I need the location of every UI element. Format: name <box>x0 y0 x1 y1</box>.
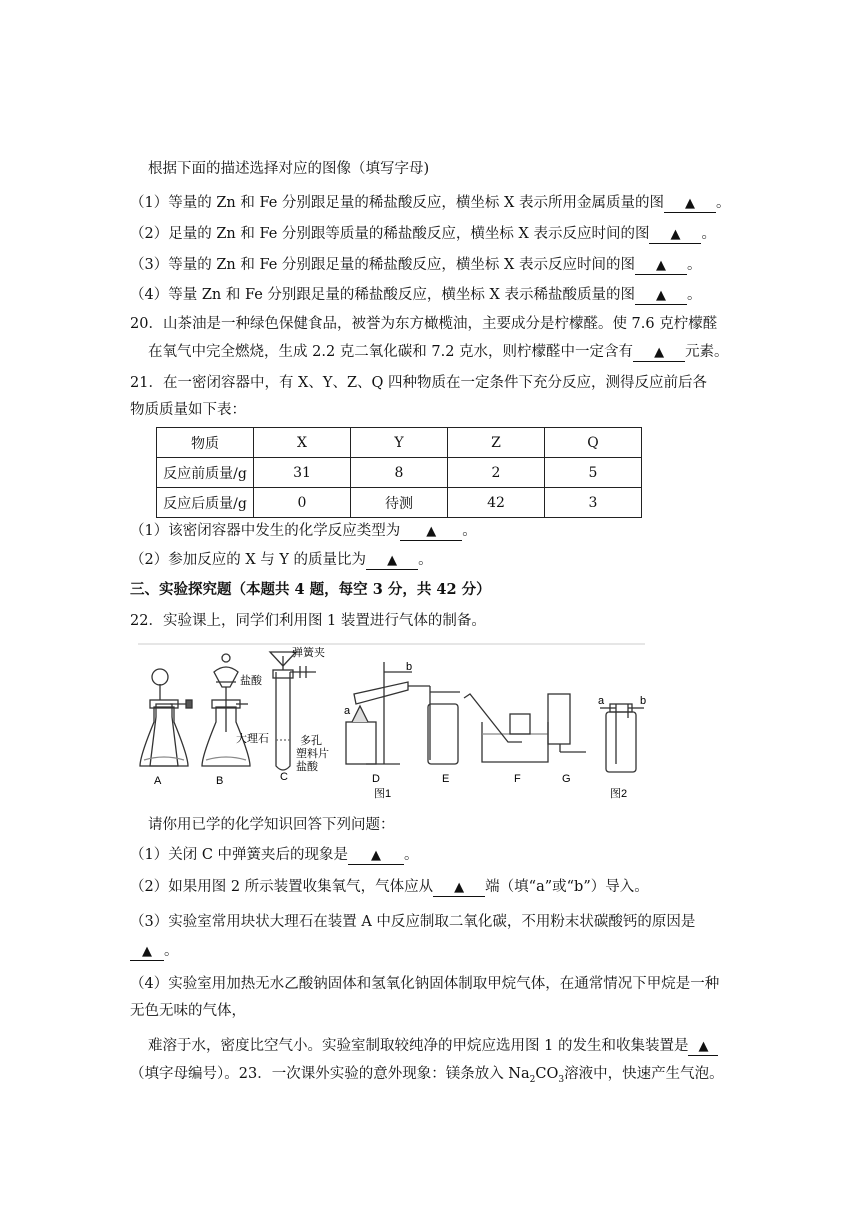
answer-blank[interactable]: ▲ <box>366 552 418 570</box>
q22-sub-4-line-3: 难溶于水，密度比空气小。实验室制取较纯净的甲烷应选用图 1 的发生和收集装置是 ▲ <box>148 1036 718 1056</box>
answer-blank[interactable]: ▲ <box>400 523 462 541</box>
answer-blank[interactable]: ▲ <box>635 287 687 305</box>
apparatus-g <box>548 694 586 752</box>
label-spring-clip: 弹簧夹 <box>292 647 325 659</box>
label-a: A <box>154 775 162 787</box>
table-cell: 8 <box>351 458 448 488</box>
q22-sub-3-line-2: ▲ 。 <box>130 941 179 961</box>
answer-blank[interactable]: ▲ <box>664 195 716 213</box>
label-marble: 大理石 <box>236 733 269 745</box>
table-cell: 2 <box>448 458 545 488</box>
mass-table <box>156 427 642 518</box>
table-cell: 待测 <box>351 488 448 518</box>
q22-sub-4-line-2: 无色无味的气体， <box>130 1003 246 1019</box>
label-c: C <box>280 771 288 783</box>
table-row <box>157 458 642 488</box>
apparatus-f <box>464 694 548 762</box>
label-a-small: a <box>344 705 351 717</box>
label-e: E <box>442 773 450 785</box>
answer-blank[interactable]: ▲ <box>635 257 687 275</box>
answer-blank[interactable]: ▲ <box>130 943 164 961</box>
label-fig2-b: b <box>640 695 647 707</box>
q19-item-3: （3）等量的 Zn 和 Fe 分别跟足量的稀盐酸反应，横坐标 X 表示反应时间的图 ▲ 。 <box>130 257 702 273</box>
label-b-small: b <box>406 661 413 673</box>
label-b: B <box>216 775 224 787</box>
q21-line-2: 物质质量如下表： <box>130 402 246 418</box>
table-header-cell: Q <box>545 428 642 458</box>
section-3-heading: 三、实验探究题（本题共 4 题，每空 3 分，共 42 分） <box>130 581 491 598</box>
q22-sub-4-line-1: （4）实验室用加热无水乙酸钠固体和氢氧化钠固体制取甲烷气体，在通常情况下甲烷是一种 <box>130 976 720 992</box>
figure-2-caption: 图2 <box>610 788 628 800</box>
q22-prompt: 请你用已学的化学知识回答下列问题： <box>148 817 395 833</box>
label-f: F <box>514 773 521 785</box>
q22-sub-1: （1）关闭 C 中弹簧夹后的现象是 ▲ 。 <box>130 847 419 863</box>
table-cell: 5 <box>545 458 642 488</box>
q19-item-2: （2）足量的 Zn 和 Fe 分别跟等质量的稀盐酸反应，横坐标 X 表示反应时间的图 ▲ 。 <box>130 226 716 242</box>
answer-blank[interactable]: ▲ <box>649 226 701 244</box>
label-d: D <box>372 773 380 785</box>
label-g: G <box>562 773 571 785</box>
table-row <box>157 488 642 518</box>
apparatus-b <box>202 654 250 766</box>
table-cell: 0 <box>254 488 351 518</box>
q20-line-2: 在氧气中完全燃烧，生成 2.2 克二氧化碳和 7.2 克水，则柠檬醛中一定含有 ▲ 元素。 <box>148 344 729 360</box>
label-fig2-a: a <box>598 695 605 707</box>
intro-text: 根据下面的描述选择对应的图像（填写字母) <box>148 161 430 177</box>
label-plastic: 塑料片 <box>296 748 329 760</box>
q19-item-4: （4）等量 Zn 和 Fe 分别跟足量的稀盐酸反应，横坐标 X 表示稀盐酸质量的图 ▲ 。 <box>130 287 702 303</box>
q22-sub-4-line-4: （填字母编号）。23．一次课外实验的意外现象：镁条放入 $Na_2CO_3$溶液中，快速产生气泡。 <box>130 1066 724 1085</box>
q21-line-1: 21．在一密闭容器中，有 X、Y、Z、Q 四种物质在一定条件下充分反应，测得反应前后各 <box>130 375 708 391</box>
q22-sub-3-line-1: （3）实验室常用块状大理石在装置 A 中反应制取二氧化碳，不用粉末状碳酸钙的原因是 <box>130 914 696 930</box>
label-hcl-bottom: 盐酸 <box>296 761 318 773</box>
apparatus-a <box>140 669 192 766</box>
figure-1-caption: 图1 <box>374 788 392 800</box>
q21-sub-2: （2）参加反应的 X 与 Y 的质量比为 ▲ 。 <box>130 552 433 568</box>
table-cell: 反应后质量/g <box>157 488 254 518</box>
answer-blank[interactable]: ▲ <box>633 344 685 362</box>
apparatus-fig2 <box>600 704 644 772</box>
answer-blank[interactable]: ▲ <box>688 1038 718 1056</box>
label-porous: 多孔 <box>300 735 322 747</box>
q20-line-1: 20．山茶油是一种绿色保健食品，被誉为东方橄榄油，主要成分是柠檬醛。使 7.6 克柠檬醛 <box>130 316 718 332</box>
q22-line-1: 22．实验课上，同学们利用图 1 装置进行气体的制备。 <box>130 613 486 629</box>
label-hcl-top: 盐酸 <box>240 675 262 687</box>
q22-sub-2: （2）如果用图 2 所示装置收集氧气，气体应从 ▲ 端（填“a”或“b”）导入。 <box>130 879 649 895</box>
table-cell: 反应前质量/g <box>157 458 254 488</box>
apparatus-e <box>428 686 460 764</box>
table-cell: 31 <box>254 458 351 488</box>
table-cell: 42 <box>448 488 545 518</box>
answer-blank[interactable]: ▲ <box>433 879 485 897</box>
apparatus-figure <box>130 642 650 802</box>
table-header-cell: 物质 <box>157 428 254 458</box>
table-header-cell: Y <box>351 428 448 458</box>
table-header-row <box>157 428 642 458</box>
table-header-cell: Z <box>448 428 545 458</box>
table-cell: 3 <box>545 488 642 518</box>
q21-sub-1: （1）该密闭容器中发生的化学反应类型为 ▲ 。 <box>130 523 477 539</box>
q19-item-1: （1）等量的 Zn 和 Fe 分别跟足量的稀盐酸反应，横坐标 X 表示所用金属质量的图 ▲ 。 <box>130 195 731 211</box>
apparatus-d <box>346 662 430 764</box>
answer-blank[interactable]: ▲ <box>348 847 404 865</box>
table-header-cell: X <box>254 428 351 458</box>
